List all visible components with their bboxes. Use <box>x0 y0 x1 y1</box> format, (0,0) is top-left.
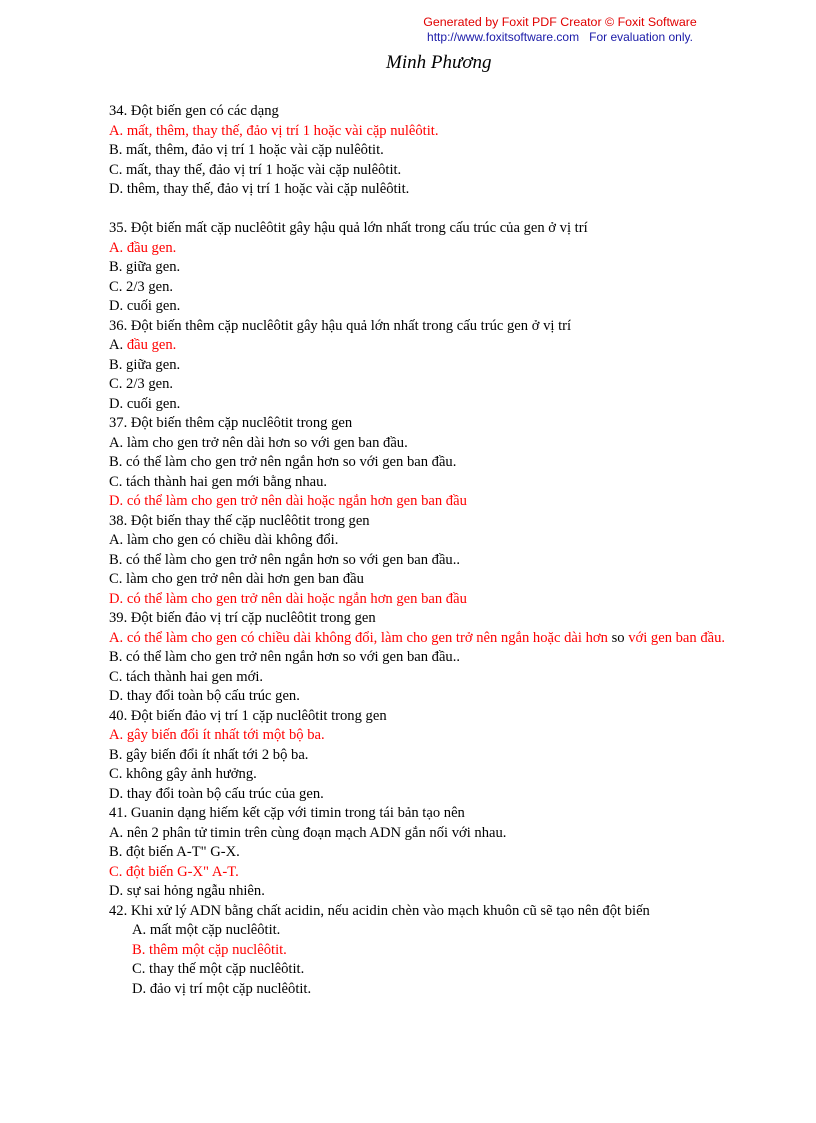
option-text-correct: A. có thể làm cho gen có chiều dài không đổi, làm cho gen trở nên ngắn hoặc dài hơn <box>109 629 608 646</box>
author-header: Minh Phương <box>386 52 492 73</box>
answer-option: B. có thể làm cho gen trở nên ngắn hơn so với gen ban đầu. <box>109 454 457 470</box>
question-stem: 42. Khi xử lý ADN bằng chất acidin, nếu acidin chèn vào mạch khuôn cũ sẽ tạo nên đột biến <box>109 902 650 919</box>
question-40 <box>109 707 799 805</box>
answer-option-correct: A. đầu gen. <box>109 239 177 256</box>
answer-option-correct: D. có thể làm cho gen trở nên dài hoặc ngắn hơn gen ban đầu <box>109 493 467 509</box>
answer-option-correct: C. đột biến G-X" A-T. <box>109 863 239 880</box>
question-38 <box>109 512 799 610</box>
answer-option: C. làm cho gen trở nên dài hơn gen ban đầu <box>109 571 364 587</box>
question-36 <box>109 317 799 415</box>
answer-option: B. đột biến A-T" G-X. <box>109 844 240 860</box>
answer-option: A. mất một cặp nuclêôtit. <box>132 922 281 938</box>
question-stem: 39. Đột biến đảo vị trí cặp nuclêôtit trong gen <box>109 610 376 626</box>
question-stem: 41. Guanin dạng hiếm kết cặp với timin trong tái bản tạo nên <box>109 805 465 821</box>
pdf-creator-watermark <box>395 15 725 45</box>
question-37 <box>109 414 799 512</box>
answer-option: D. thay đổi toàn bộ cấu trúc gen. <box>109 688 300 704</box>
option-letter: A. <box>109 337 127 353</box>
question-39 <box>109 609 799 707</box>
question-35 <box>109 219 799 317</box>
question-stem: 40. Đột biến đảo vị trí 1 cặp nuclêôtit trong gen <box>109 707 387 724</box>
option-text-correct: đầu gen. <box>126 337 177 353</box>
answer-option: B. có thể làm cho gen trở nên ngắn hơn so với gen ban đầu.. <box>109 649 461 665</box>
answer-option: D. cuối gen. <box>109 395 181 412</box>
answer-option: A. làm cho gen có chiều dài không đổi. <box>109 532 339 548</box>
watermark-generator-line: Generated by Foxit PDF Creator © Foxit Software <box>423 15 697 29</box>
answer-option: C. thay thế một cặp nuclêôtit. <box>132 961 305 977</box>
answer-option: B. giữa gen. <box>109 259 181 275</box>
answer-option: D. sự sai hỏng ngẫu nhiên. <box>109 883 265 899</box>
answer-option-correct <box>109 629 799 649</box>
answer-option-correct <box>109 336 799 356</box>
answer-option: B. mất, thêm, đảo vị trí 1 hoặc vài cặp nulêôtit. <box>109 142 384 158</box>
watermark-url-link[interactable]: http://www.foxitsoftware.com <box>427 30 580 44</box>
question-stem: 38. Đột biến thay thế cặp nuclêôtit trong gen <box>109 512 370 529</box>
question-stem: 35. Đột biến mất cặp nuclêôtit gây hậu quả lớn nhất trong cấu trúc của gen ở vị trí <box>109 220 588 236</box>
question-stem: 34. Đột biến gen có các dạng <box>109 103 279 119</box>
question-stem: 37. Đột biến thêm cặp nuclêôtit trong gen <box>109 415 353 431</box>
question-42 <box>109 902 799 1000</box>
answer-option-correct: A. mất, thêm, thay thế, đảo vị trí 1 hoặc vài cặp nulêôtit. <box>109 122 439 139</box>
spacer <box>109 200 799 220</box>
answer-option-correct: A. gây biến đổi ít nhất tới một bộ ba. <box>109 727 325 743</box>
answer-option-correct: B. thêm một cặp nuclêôtit. <box>132 941 287 958</box>
question-stem: 36. Đột biến thêm cặp nuclêôtit gây hậu quả lớn nhất trong cấu trúc gen ở vị trí <box>109 317 572 334</box>
answer-option: C. mất, thay thế, đảo vị trí 1 hoặc vài cặp nulêôtit. <box>109 161 402 178</box>
answer-option: C. 2/3 gen. <box>109 278 174 295</box>
watermark-eval-text: For evaluation only. <box>589 30 693 44</box>
watermark-url-line <box>395 30 725 45</box>
answer-option: B. có thể làm cho gen trở nên ngắn hơn so với gen ban đầu.. <box>109 551 461 568</box>
answer-option: A. làm cho gen trở nên dài hơn so với gen ban đầu. <box>109 434 408 451</box>
answer-option: B. giữa gen. <box>109 356 181 373</box>
answer-option: D. cuối gen. <box>109 298 181 314</box>
answer-option: C. tách thành hai gen mới bằng nhau. <box>109 473 328 490</box>
answer-option: C. tách thành hai gen mới. <box>109 668 264 685</box>
option-text: so <box>607 629 629 646</box>
answer-option: D. thay đổi toàn bộ cấu trúc của gen. <box>109 785 324 802</box>
question-41 <box>109 804 799 902</box>
answer-option: A. nên 2 phân tử timin trên cùng đoạn mạch ADN gắn nối với nhau. <box>109 824 507 841</box>
answer-option: D. đảo vị trí một cặp nuclêôtit. <box>132 980 312 997</box>
answer-option: C. không gây ảnh hưởng. <box>109 766 257 782</box>
answer-option: B. gây biến đổi ít nhất tới 2 bộ ba. <box>109 746 309 763</box>
option-text-correct: với gen ban đầu. <box>628 629 726 646</box>
answer-option: D. thêm, thay thế, đảo vị trí 1 hoặc vài cặp nulêôtit. <box>109 181 410 197</box>
answer-option-correct: D. có thể làm cho gen trở nên dài hoặc ngắn hơn gen ban đầu <box>109 590 467 607</box>
question-list <box>109 102 799 999</box>
answer-option: C. 2/3 gen. <box>109 376 174 392</box>
question-34 <box>109 102 799 200</box>
